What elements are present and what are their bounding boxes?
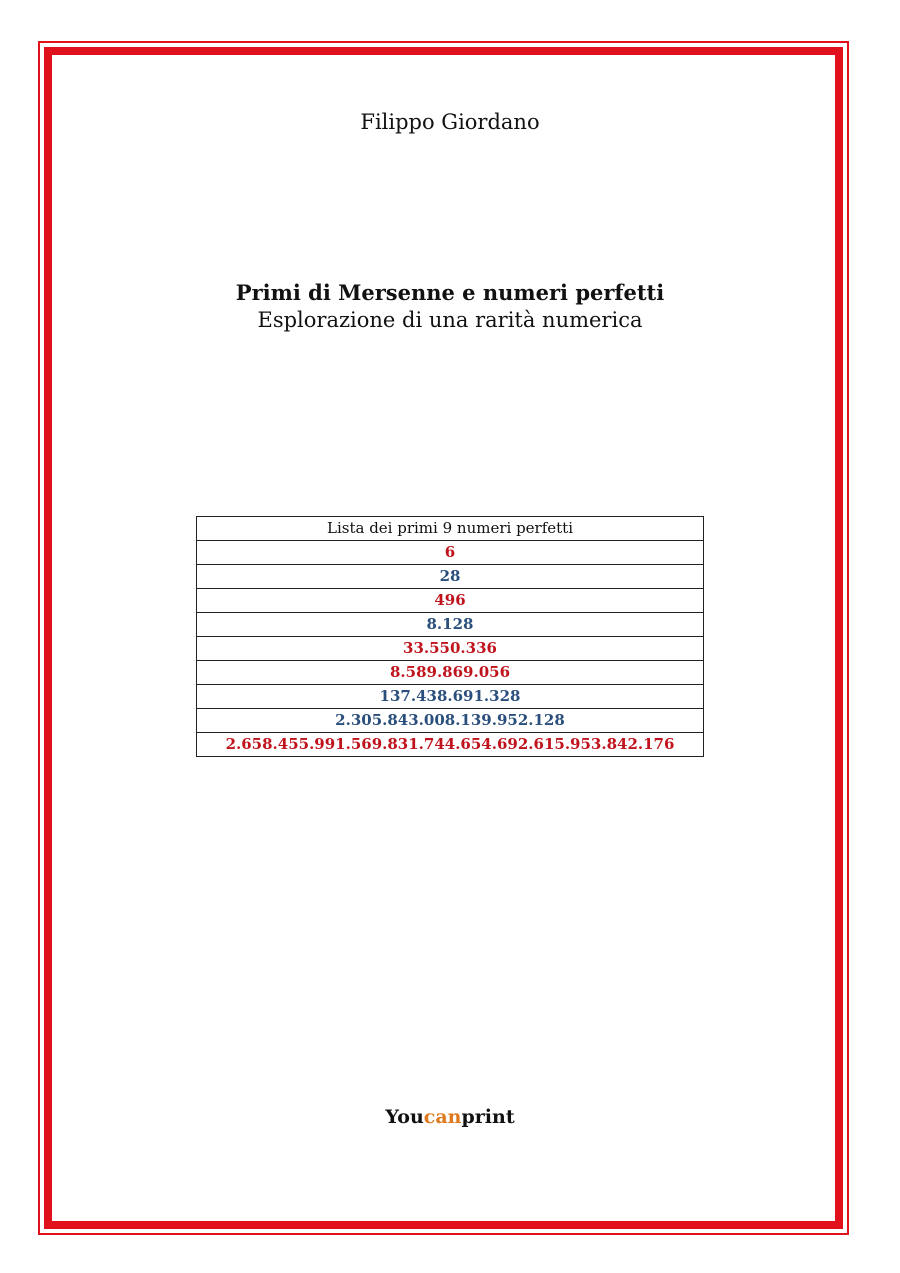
table-row [197,685,704,709]
publisher-logo-accent: can [423,1106,462,1128]
perfect-numbers-table [196,516,704,757]
perfect-number-cell: 496 [197,589,704,613]
publisher-logo-part: print [461,1106,515,1128]
table-row [197,613,704,637]
perfect-number-cell: 8.128 [197,613,704,637]
book-subtitle: Esplorazione di una rarità numerica [257,308,643,332]
author-name: Filippo Giordano [360,110,540,134]
perfect-number-cell: 137.438.691.328 [197,685,704,709]
publisher-logo-part: You [385,1106,424,1128]
perfect-number-cell: 28 [197,565,704,589]
table-row [197,541,704,565]
perfect-number-cell: 8.589.869.056 [197,661,704,685]
table-header: Lista dei primi 9 numeri perfetti [197,517,704,541]
table-header-row [197,517,704,541]
table-row [197,709,704,733]
perfect-number-cell: 33.550.336 [197,637,704,661]
table-row [197,637,704,661]
publisher-logo [0,1106,900,1128]
table-row [197,661,704,685]
table-row [197,733,704,757]
book-title: Primi di Mersenne e numeri perfetti [235,280,665,305]
table-row [197,589,704,613]
perfect-number-cell: 6 [197,541,704,565]
perfect-number-cell: 2.658.455.991.569.831.744.654.692.615.953.842.176 [197,733,704,757]
table-row [197,565,704,589]
perfect-number-cell: 2.305.843.008.139.952.128 [197,709,704,733]
